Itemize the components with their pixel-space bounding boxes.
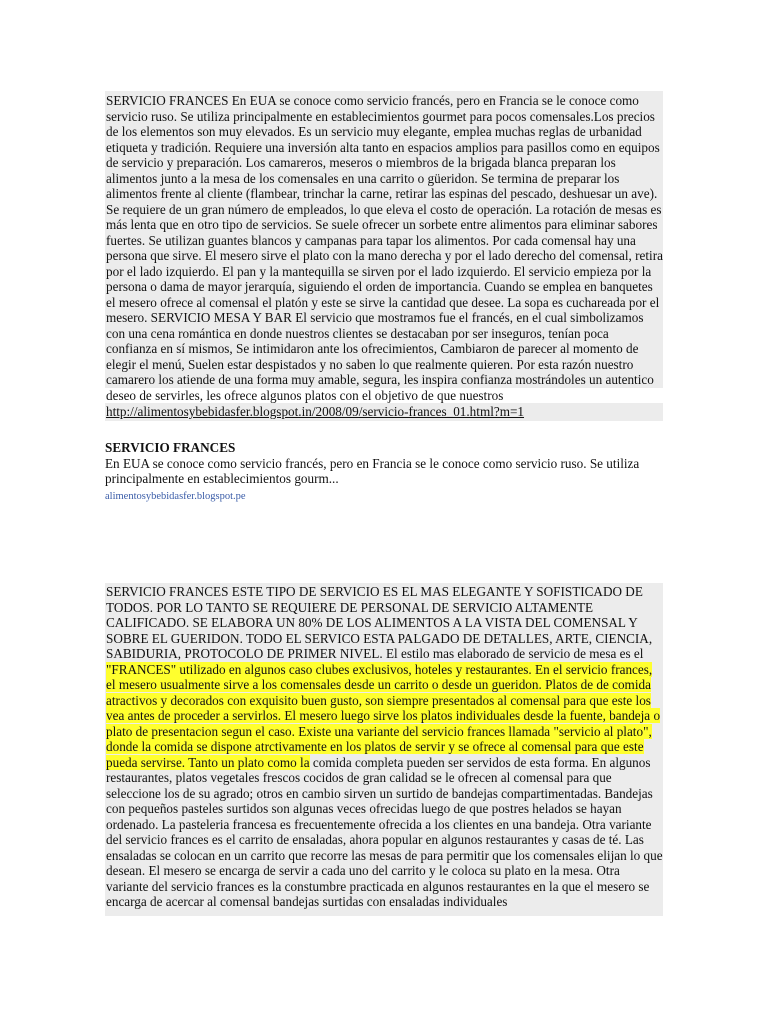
text-block-servicio-frances (105, 91, 663, 403)
text-block-servicio-frances-elegante (105, 583, 663, 916)
paragraph-text-plain-1: SERVICIO FRANCES ESTE TIPO DE SERVICIO ES EL MAS ELEGANTE Y SOFISTICADO DE TODOS. POR LO TANTO SE REQUIERE DE PERSONAL DE SERVICIO ALTAMENTE CALIFICADO. SE ELABORA UN 80% DE LOS ALIMENTOS A LA VISTA DEL COMENSAL Y SOBRE EL GUERIDON. TODO EL SERVICO ESTA PALGADO DE DETALLES, ARTE, CIENCIA, SABIDURIA, PROTOCOLO DE PRIMER NIVEL. El estilo mas elaborado de servicio de mesa es el (106, 584, 653, 661)
paragraph-servicio-frances: SERVICIO FRANCES En EUA se conoce como servicio francés, pero en Francia se le conoce como servicio ruso. Se utiliza principalmente en establecimientos gourmet para pocos comensales.Los precios de los elementos son muy elevados. Es un servicio muy elegante, emplea muchas reglas de urbanidad etiqueta y tradición. Requiere una inversión alta tanto en espacios amplios para pasillos como en equipos de servicio y preparación. Los camareros, meseros o miembros de la brigada blanca preparan los alimentos junto a la mesa de los comensales en una carrito o güeridon. Se termina de preparar los alimentos frente al cliente (flambear, trinchar la carne, retirar las espinas del pescado, deshuesar un ave). Se requiere de un gran número de empleados, lo que eleva el costo de operación. La rotación de mesas es más lenta que en otro tipo de servicios. Se suele ofrecer un sorbete entre alimentos para eliminar sabores fuertes. Se utilizan guantes blancos y campanas para tapar los alimentos. Por cada comensal hay una persona que sirve. El mesero sirve el plato con la mano derecha y por el lado derecho del comensal, retira por el lado izquierdo. El pan y la mantequilla se sirven por el lado izquierdo. El servicio empieza por la persona o dama de mayor jerarquía, siguiendo el orden de importancia. Cuando se emplea en banquetes el mesero ofrece al comensal el platón y este se sirve la cantidad que desee. La sopa es cuchareada por el mesero. SERVICIO MESA Y BAR El servicio que mostramos fue el francés, en el cual simbolizamos con una cena romántica en donde nuestros clientes se destacaban por ser inseguros, tenían poca confianza en sí mismos, Se intimidaron ante los ofrecimientos, Cambiaron de parecer al momento de elegir el menú, Suelen estar despistados y no saben lo que realmente quieren. Por esta razón nuestro camarero los atiende de una forma muy amable, segura, les inspira confianza mostrándoles un autentico deseo de servirles, les ofrece algunos platos con el objetivo de que nuestros (106, 93, 663, 403)
snippet-description: En EUA se conoce como servicio francés, pero en Francia se le conoce como servicio ruso. Se utiliza principalmente en establecimientos gourm... (105, 455, 640, 486)
paragraph-servicio-frances-elegante (106, 584, 663, 910)
link-preview-snippet (105, 440, 663, 503)
snippet-site-link[interactable]: alimentosybebidasfer.blogspot.pe (105, 490, 246, 502)
highlighted-text: "FRANCES" utilizado en algunos caso clubes exclusivos, hoteles y restaurantes. En el servicio frances, el mesero usualmente sirve a los comensales desde un carrito o desde un gueridon. Platos de de comida atractivos y decorados con exquisito buen gusto, son siempre presentados al comensal para que este los vea antes de proceder a servirlos. El mesero luego sirve los platos individuales desde la fuente, bandeja o plato de presentacion segun el caso. Existe una variante del servicio frances llamada "servicio al plato", donde la comida se dispone atrctivamente en los platos de servir y se ofrece al comensal para que este pueda servirse. Tanto un plato como la (106, 661, 661, 770)
snippet-title: SERVICIO FRANCES (105, 440, 236, 455)
source-link[interactable]: http://alimentosybebidasfer.blogspot.in/2008/09/servicio-frances_01.html?m=1 (106, 404, 525, 419)
source-link-bar (105, 403, 663, 421)
paragraph-text-plain-2: comida completa pueden ser servidos de esta forma. En algunos restaurantes, platos vegetales frescos cocidos de gran calidad se le ofrecen al comensal para que seleccione los de su agrado; otros en cambio sirven un surtido de bandejas compartimentadas. Bandejas con pequeños pasteles surtidos son algunas veces ofrecidas luego de que postres helados se hayan ordenado. La pasteleria francesa es frecuentemente ofrecida a los clientes en una bandeja. Otra variante del servicio frances es el carrito de ensaladas, ahora popular en algunos restaurantes y casas de té. Las ensaladas se colocan en un carrito que recorre las mesas de para permitir que los comensales elijan lo que desean. El mesero se encarga de servir a cada uno del carrito y le coloca su plato en la mesa. Otra variante del servicio frances es la constumbre practicada en algunos restaurantes en la que el mesero se encarga de acercar al comensal bandejas surtidas con ensaladas individuales (106, 754, 663, 909)
